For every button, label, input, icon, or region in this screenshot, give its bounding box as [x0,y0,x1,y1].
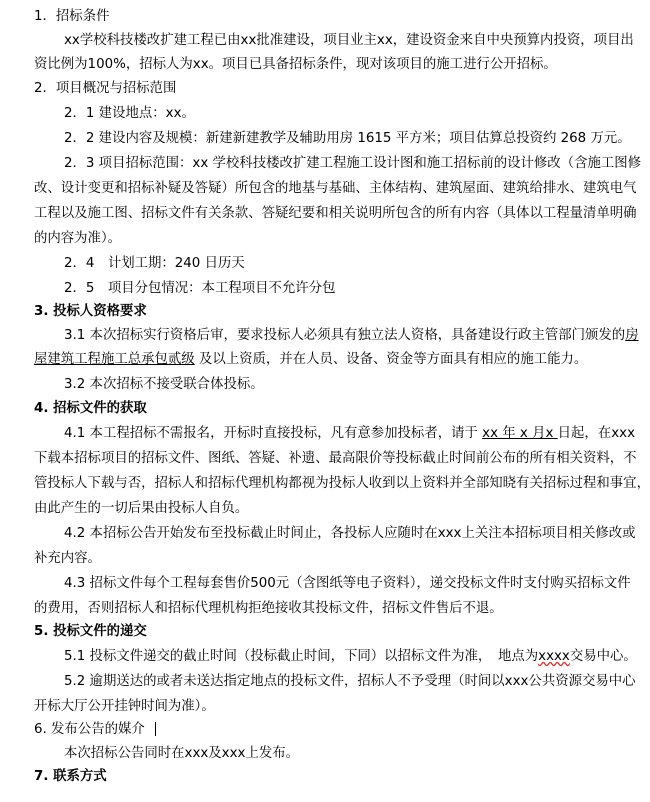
section-2-title: 2．项目概况与招标范围 [34,81,177,96]
date-underlined: xx 年 x 月x [482,426,558,441]
section-1-paragraph-line-1: xx学校科技楼改扩建工程已由xx批准建设，项目业主xx，建设资金来自中央预算内投资，项目出 [64,33,634,48]
item-5-2-line-2: 开标大厅公开挂钟时间为准）。 [34,699,215,714]
item-2-3-line-3: 工程以及施工图、招标文件有关条款、答疑纪要和相关说明所包含的所有内容（具体以工程量清单明确 [34,206,637,221]
item-4-3-line-1: 4.3 招标文件每个工程每套售价500元（含图纸等电子资料），递交投标文件时支付购买招标文件 [64,576,631,591]
item-2-3-line-2: 改、设计变更和招标补疑及答疑）所包含的地基与基础、主体结构、建筑屋面、建筑给排水、建筑电气 [34,181,637,196]
item-3-1-line-2 [34,351,587,369]
item-3-1-text: 3.1 本次招标实行资格后审，要求投标人必须具有独立法人资格，具备建设行政主管部门颁发的 [64,328,626,343]
item-4-2-line-1: 4.2 本招标公告开始发布至投标截止时间止，各投标人应随时在xxx上关注本招标项目相关修改或 [64,526,636,541]
item-5-2-line-1: 5.2 逾期送达的或者未送达指定地点的投标文件，招标人不予受理（时间以xxx公共资源交易中心 [64,674,636,689]
item-4-1-line-2: 下载本招标项目的招标文件、图纸、答疑、补遗、最高限价等投标截止时间前公布的所有相关资料，不 [34,451,637,466]
item-3-1-text-end: 及以上资质，并在人员、设备、资金等方面具有相应的施工能力。 [194,352,588,367]
item-4-1-line-4: 由此产生的一切后果由投标人自负。 [34,501,249,516]
section-6-paragraph: 本次招标公告同时在xxx及xxx上发布。 [64,746,300,761]
section-6-title: 6. 发布公告的媒介 [34,722,145,737]
section-1-paragraph-line-2: 资比例为100%，招标人为xx。项目已具备招标条件，现对该项目的施工进行公开招标。 [34,57,557,72]
item-2-3-line-1: 2．3 项目招标范围：xx 学校科技楼改扩建工程施工设计图和施工招标前的设计修改（含施工图修 [64,156,642,171]
qualification-underlined-start: 房 [625,328,639,343]
section-5-title: 5. 投标文件的递交 [34,624,147,639]
item-5-1-text-end: 交易中心。 [569,649,637,664]
item-2-2: 2．2 建设内容及规模：新建新建教学及辅助用房 1615 平方米；项目估算总投资约 268 万元。 [64,131,631,146]
item-3-2: 3.2 本次招标不接受联合体投标。 [64,377,264,392]
item-2-5: 2．5 项目分包情况：本工程项目不允许分包 [64,281,336,296]
item-4-2-line-2: 补充内容。 [34,551,101,566]
section-3-title: 3. 投标人资格要求 [34,304,147,319]
item-2-1: 2．1 建设地点：xx。 [64,106,195,121]
item-4-1-text: 4.1 本工程招标不需报名，开标时直接投标，凡有意参加投标者，请于 [64,426,483,441]
section-4-title: 4. 招标文件的获取 [34,401,147,416]
section-7-title: 7. 联系方式 [34,769,107,784]
qualification-underlined: 屋建筑工程施工总承包贰级 [34,352,195,367]
item-4-3-line-2: 的费用，否则招标人和招标代理机构拒绝接收其投标文件，招标文件售后不退。 [34,601,503,616]
text-cursor [155,722,156,736]
item-2-4: 2．4 计划工期：240 日历天 [64,256,245,271]
item-5-1-text: 5.1 投标文件递交的截止时间（投标截止时间，下同）以招标文件为准， 地点为 [64,649,539,664]
item-2-3-line-4: 的内容为准）。 [34,231,122,246]
location-spellcheck-underlined: xxxx [538,649,570,664]
item-4-1-line-1 [64,425,635,443]
item-4-1-text-end: 日起，在xxx [557,426,635,441]
item-3-1-line-1 [64,327,639,345]
item-4-1-line-3: 管投标人下载与否，招标人和招标代理机构都视为投标人收到以上资料并全部知晓有关招标过程和事宜， [34,476,650,491]
item-5-1 [64,648,637,666]
section-1-title: 1．招标条件 [34,9,110,24]
